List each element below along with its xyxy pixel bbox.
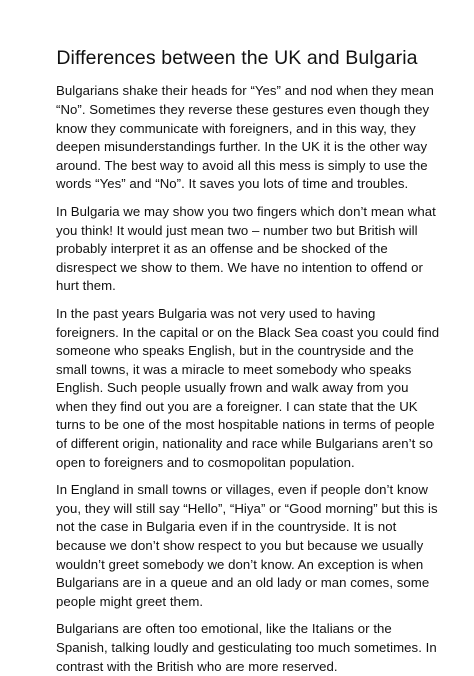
paragraph-foreigners: In the past years Bulgaria was not very used to having foreigners. In the capital or on the Black Sea coast you could find someone who speaks English, but in the countryside and the small towns, it was a miracle to meet somebody who speaks English. Such people usually frown and walk away from you when they find out you are a foreigner. I can state that the UK turns to be one of the most hospitable nations in terms of people of different origin, nationality and race while Bulgarians aren’t so open to foreigners and to cosmopolitan population. bbox=[56, 305, 440, 470]
paragraph-two-fingers: In Bulgaria we may show you two fingers which don’t mean what you think! It would just mean two – number two but British will probably interpret it as an offense and be shocked of the disrespect we show to them. We have no intention to offend or hurt them. bbox=[56, 203, 436, 294]
paragraph-gestures: Bulgarians shake their heads for “Yes” and nod when they mean “No”. Sometimes they reverse these gestures even though they know they communicate with foreigners, and in this way, they deepen misunderstandings further. In the UK it is the other way around. The best way to avoid all this mess is simply to use the words “Yes” and “No”. It saves you lots of time and troubles. bbox=[56, 83, 434, 192]
paragraph-emotions: Bulgarians are often too emotional, like the Italians or the Spanish, talking loudly and gesticulating too much sometimes. In contrast with the British who are more reserved. bbox=[56, 621, 437, 674]
document-title: Differences between the UK and Bulgaria bbox=[56, 47, 418, 69]
paragraph-greetings: In England in small towns or villages, even if people don’t know you, they will still say “Hello”, “Hiya” or “Good morning” but this is not the case in Bulgaria even if in the countryside. It is not because we don’t show respect to you but because we usually wouldn’t greet somebody we don’t know. An exception is when Bulgarians are in a queue and an old lady or man comes, some people might greet them. bbox=[56, 482, 438, 609]
